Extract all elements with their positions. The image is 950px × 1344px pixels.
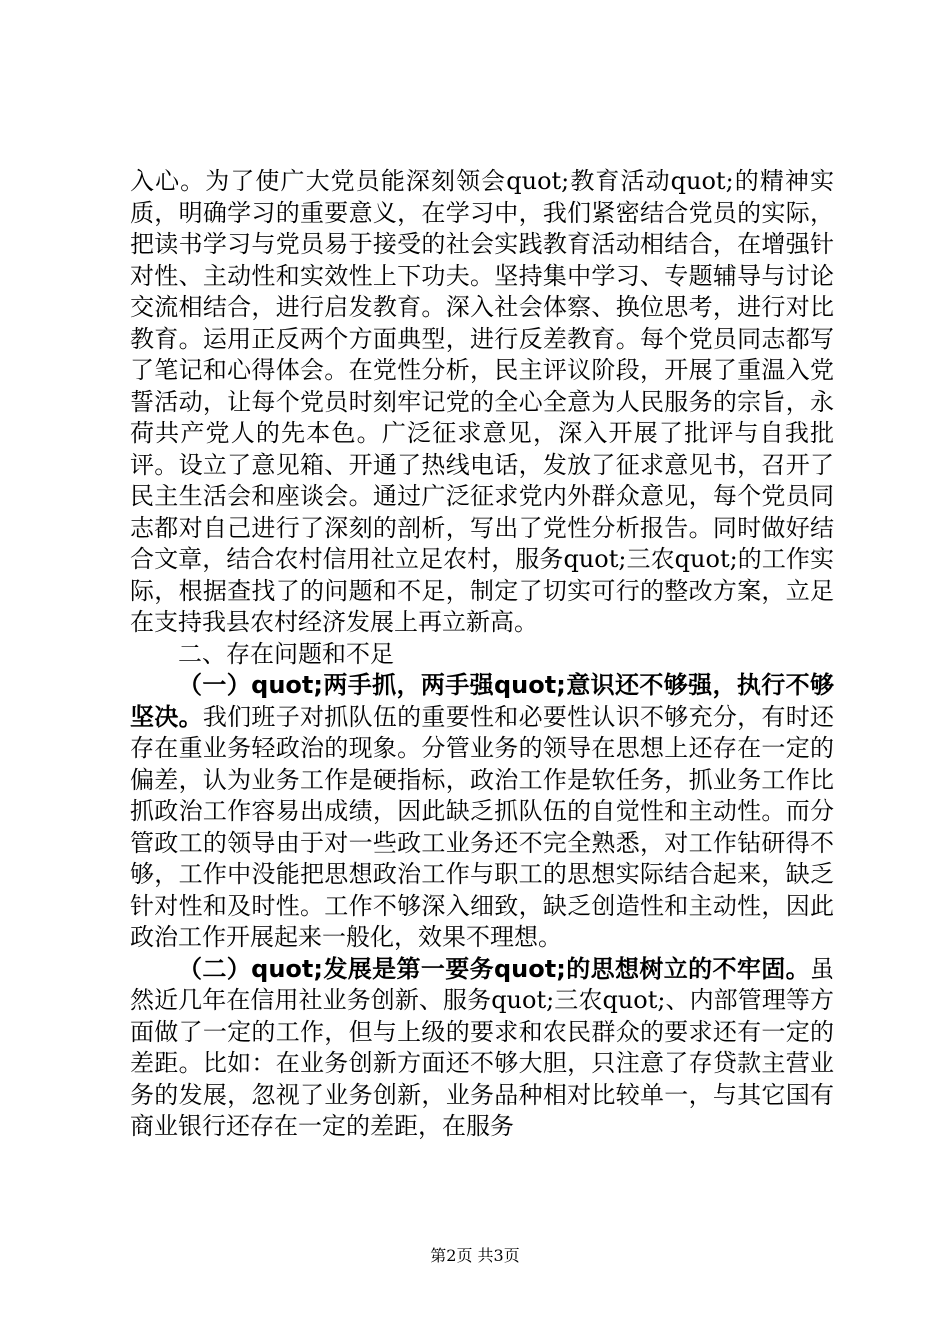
paragraph-education-activities: 入心。为了使广大党员能深刻领会quot;教育活动quot;的精神实质，明确学习的重要意义，在学习中，我们紧密结合党员的实际，把读书学习与党员易于接受的社会实践教育活动相结合，在增强针对性、主动性和实效性上下功夫。坚持集中学习、专题辅导与讨论交流相结合，进行启发教育。深入社会体察、换位思考，进行对比教育。运用正反两个方面典型，进行反差教育。每个党员同志都写了笔记和心得体会。在党性分析，民主评议阶段，开展了重温入党誓活动，让每个党员时刻牢记党的全心全意为人民服务的宗旨，永荷共产党人的先本色。广泛征求意见，深入开展了批评与自我批评。设立了意见箱、开通了热线电话，发放了征求意见书，召开了民主生活会和座谈会。通过广泛征求党内外群众意见，每个党员同志都对自己进行了深刻的剖析，写出了党性分析报告。同时做好结合文章，结合农村信用社立足农村，服务quot;三农quot;的工作实际，根据查找了的问题和不足，制定了切实可行的整改方案，立足在支持我县农村经济发展上再立新高。 (130, 167, 834, 636)
problem-one-body: 我们班子对抓队伍的重要性和必要性认识不够充分，有时还存在重业务轻政治的现象。分管业务的领导在思想上还存在一定的偏差，认为业务工作是硬指标，政治工作是软任务，抓业务工作比抓政治工作容易出成绩，因此缺乏抓队伍的自觉性和主动性。而分管政工的领导由于对一些政工业务还不完全熟悉，对工作钻研得不够，工作中没能把思想政治工作与职工的思想实际结合起来，缺乏针对性和及时性。工作不够深入细致，缺乏创造性和主动性，因此政治工作开展起来一般化，效果不理想。 (130, 702, 835, 951)
problem-two-body: 虽然近几年在信用社业务创新、服务quot;三农quot;、内部管理等方面做了一定的工作，但与上级的要求和农民群众的要求还有一定的差距。比如：在业务创新方面还不够大胆，只注意了存贷款主营业务的发展，忽视了业务创新，业务品种相对比较单一，与其它国有商业银行还存在一定的差距，在服务 (130, 954, 834, 1140)
paragraph-problem-one (130, 670, 834, 954)
page-footer: 第2页 共3页 (430, 1246, 520, 1265)
section-heading-problems: 二、存在问题和不足 (178, 639, 394, 668)
problem-two-lead: （二）quot;发展是第一要务quot;的思想树立的不牢固。 (178, 954, 810, 983)
problem-one-lead: （一）quot;两手抓，两手强quot;意识还不够强，执行不够坚决。 (130, 671, 834, 731)
document-body (130, 166, 834, 1143)
paragraph-problem-two (130, 954, 834, 1143)
